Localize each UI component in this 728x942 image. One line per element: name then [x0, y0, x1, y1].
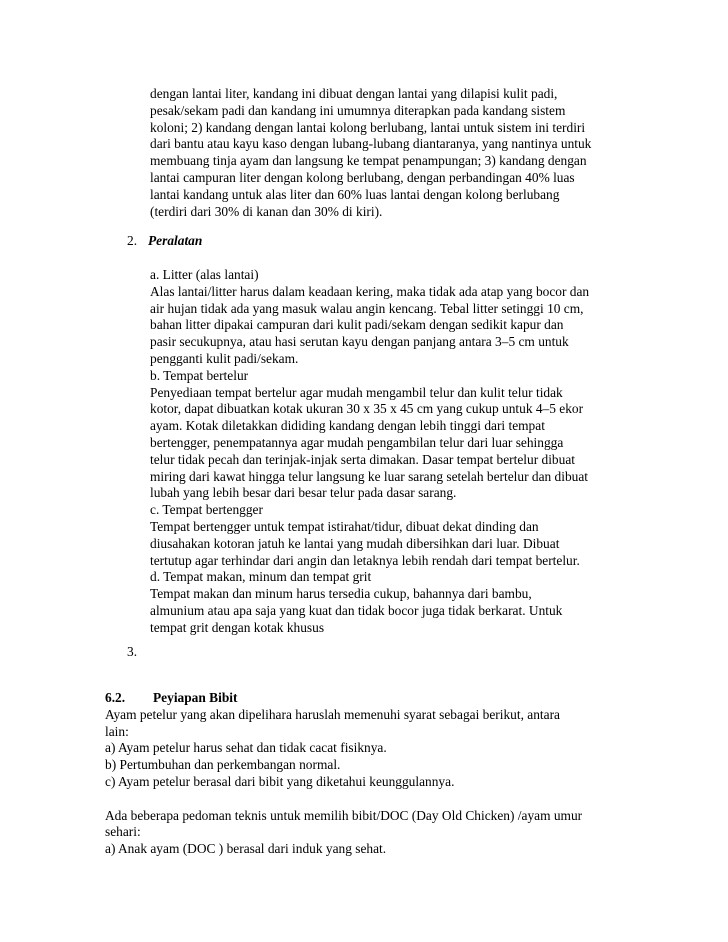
text-line: lain: [105, 723, 129, 739]
text-line: b) Pertumbuhan dan perkembangan normal. [105, 757, 341, 773]
text-line: sehari: [105, 824, 141, 840]
text-line: dengan lantai liter, kandang ini dibuat dengan lantai yang dilapisi kulit padi, [150, 86, 558, 101]
text-line: tertutup agar terhindar dari angin dan letaknya lebih rendah dari tempat bertelur. [150, 552, 580, 568]
text-line: miring dari kawat hingga telur langsung ke luar sarang setelah bertelur dan dibuat [150, 468, 589, 484]
section-number-3: 3. [127, 644, 138, 659]
text-line: telur tidak pecah dan terinjak-injak serta dimakan. Dasar tempat bertelur dibuat [150, 451, 575, 467]
text-line: Tempat bertengger untuk tempat istirahat/tidur, dibuat dekat dinding dan [150, 518, 539, 534]
text-line: pesak/sekam padi dan kandang ini umumnya diterapkan pada kandang sistem [150, 102, 566, 118]
text-line: bahan litter dipakai campuran dari kulit padi/sekam dengan sedikit kapur dan [150, 317, 564, 333]
text-line: pengganti kulit padi/sekam. [150, 350, 299, 366]
text-line: koloni; 2) kandang dengan lantai kolong berlubang, lantai untuk sistem ini terdiri [150, 119, 586, 135]
text-line: lubah yang lebih besar dari besar telur pada dasar sarang. [150, 485, 457, 501]
text-line: Ada beberapa pedoman teknis untuk memilih bibit/DOC (Day Old Chicken) /ayam umur [105, 807, 583, 823]
item-heading-tempat-makan: d. Tempat makan, minum dan tempat grit [150, 569, 372, 585]
text-line: lantai campuran liter dengan kolong berlubang, dengan perbandingan 40% luas [150, 169, 575, 185]
top-paragraph [150, 86, 630, 220]
text-line: bertengger, penempatannya agar mudah pengambilan telur dari luar sehingga [150, 434, 564, 450]
text-line: membuang tinja ayam dan langsung ke tempat penampungan; 3) kandang dengan [150, 153, 587, 169]
text-line: pasir secukupnya, atau hasi serutan kayu dengan panjang antara 3–5 cm untuk [150, 334, 569, 350]
text-line: tempat grit dengan kotak khusus [150, 619, 325, 635]
item-heading-litter: a. Litter (alas lantai) [150, 267, 259, 282]
text-line: ayam. Kotak diletakkan dididing kandang dengan lebih tinggi dari tempat [150, 418, 545, 434]
text-line: Penyediaan tempat bertelur agar mudah mengambil telur dan kulit telur tidak [150, 384, 563, 400]
text-line: almunium atau apa saja yang kuat dan tidak bocor juga tidak berkarat. Untuk [150, 602, 563, 618]
text-line: a) Anak ayam (DOC ) berasal dari induk yang sehat. [105, 841, 387, 857]
section-title: Peralatan [148, 233, 203, 248]
text-line: a) Ayam petelur harus sehat dan tidak cacat fisiknya. [105, 740, 387, 756]
section-heading-peralatan [127, 233, 202, 250]
text-line: c) Ayam petelur berasal dari bibit yang diketahui keunggulannya. [105, 773, 455, 789]
paragraph-gap [105, 791, 625, 808]
text-line: lantai kandang untuk alas liter dan 60% luas lantai dengan kolong berlubang [150, 186, 560, 202]
section-title: Peyiapan Bibit [153, 690, 238, 705]
text-line: Ayam petelur yang akan dipelihara haruslah memenuhi syarat sebagai berikut, antara [105, 706, 560, 722]
section-heading-bibit [105, 690, 625, 707]
text-line: Tempat makan dan minum harus tersedia cukup, bahannya dari bambu, [150, 586, 532, 602]
text-line: (terdiri dari 30% di kanan dan 30% di kiri). [150, 203, 383, 219]
text-line: diusahakan kotoran jatuh ke lantai yang mudah dibersihkan dari luar. Dibuat [150, 535, 560, 551]
item-heading-tempat-bertengger: c. Tempat bertengger [150, 502, 263, 518]
item-heading-tempat-bertelur: b. Tempat bertelur [150, 367, 249, 383]
section-number: 6.2. [105, 690, 126, 705]
text-line: dari bantu atau kayu kaso dengan lubang-lubang diantaranya, yang nantinya untuk [150, 136, 592, 152]
section-6-2 [105, 690, 625, 858]
section-number: 2. [127, 233, 138, 248]
peralatan-list [150, 267, 630, 637]
text-line: air hujan tidak ada yang masuk walau angin kencang. Tebal litter setinggi 10 cm, [150, 300, 584, 316]
text-line: Alas lantai/litter harus dalam keadaan kering, maka tidak ada atap yang bocor dan [150, 283, 590, 299]
text-line: kotor, dapat dibuatkan kotak ukuran 30 x 35 x 45 cm yang cukup untuk 4–5 ekor [150, 401, 584, 417]
